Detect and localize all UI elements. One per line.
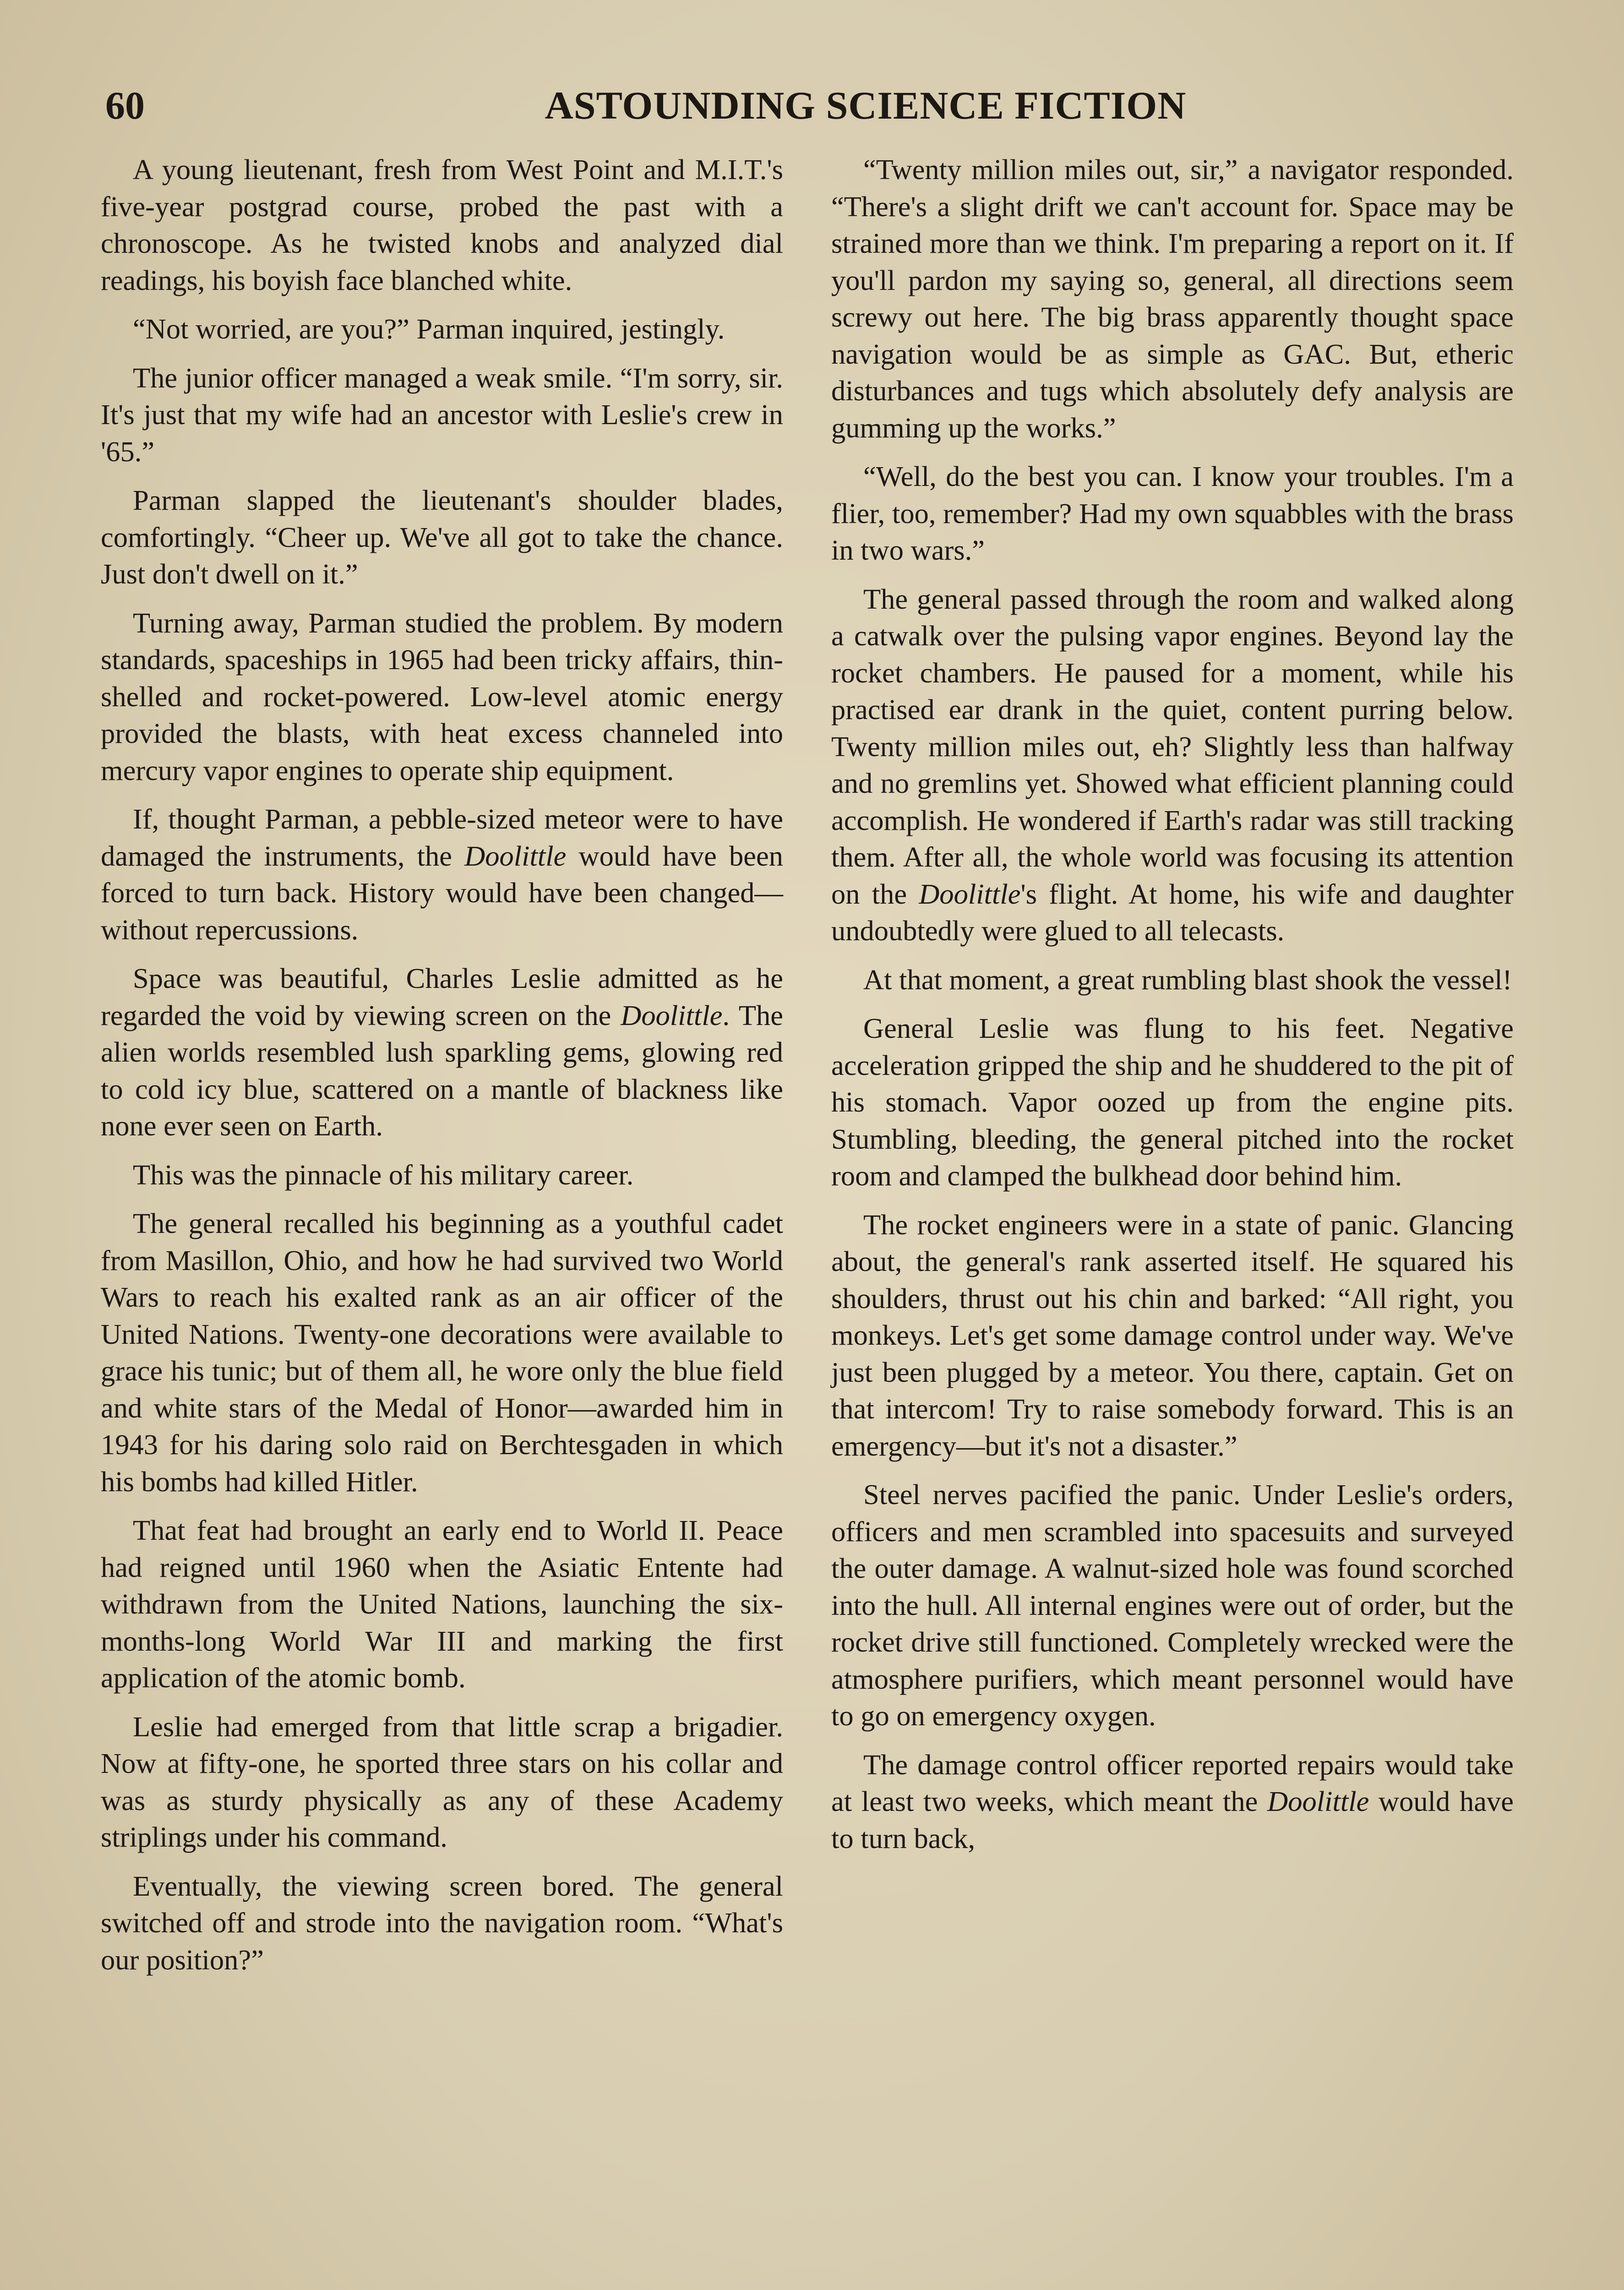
paragraph: Eventually, the viewing screen bored. The general switched off and strode into the navigation room. “What's our position?” bbox=[101, 1870, 783, 1976]
paragraph: “Twenty million miles out, sir,” a navigator responded. “There's a slight drift we can't account for. Space may be strained more than we think. I'm preparing a report on it. If you'll pardon my saying so, general, all directions seem screwy out here. The big brass apparently thought space navigation would be as simple as GAC. But, etheric disturbances and tugs which absolutely defy analysis are gumming up the works.” bbox=[831, 153, 1514, 444]
paragraph: Parman slapped the lieutenant's shoulder blades, comfortingly. “Cheer up. We've all got to take the chance. Just don't dwell on it.” bbox=[101, 484, 783, 590]
ship-name: Doolittle bbox=[621, 999, 723, 1031]
left-column bbox=[101, 151, 783, 1990]
paragraph: This was the pinnacle of his military career. bbox=[133, 1158, 634, 1191]
paragraph: A young lieutenant, fresh from West Point and M.I.T.'s five-year postgrad course, probed the past with a chronoscope. As he twisted knobs and analyzed dial readings, his boyish face blanched white. bbox=[101, 153, 783, 296]
paragraph: “Well, do the best you can. I know your troubles. I'm a flier, too, remember? Had my own squabbles with the brass in two wars.” bbox=[831, 460, 1514, 566]
ship-name: Doolittle bbox=[464, 840, 567, 872]
ship-name: Doolittle bbox=[919, 878, 1021, 910]
right-column bbox=[831, 151, 1514, 1869]
paragraph: The rocket engineers were in a state of panic. Glancing about, the general's rank asserted itself. He squared his shoulders, thrust out his chin and barked: “All right, you monkeys. Let's get some damage control under way. We've just been plugged by a meteor. You there, captain. Get on that intercom! Try to raise somebody forward. This is an emergency—but it's not a disaster.” bbox=[831, 1208, 1514, 1462]
paragraph: If, thought Parman, a pebble-sized meteor were to have damaged the instruments, the Doolittle would have been forced to turn back. History would have been changed—without repercussions. bbox=[101, 803, 783, 946]
paragraph: The junior officer managed a weak smile. “I'm sorry, sir. It's just that my wife had an ancestor with Leslie's crew in '65.” bbox=[101, 361, 783, 468]
paragraph: Leslie had emerged from that little scrap a brigadier. Now at fifty-one, he sported three stars on his collar and was as sturdy physically as any of these Academy striplings under his command. bbox=[101, 1710, 783, 1853]
page-header bbox=[105, 78, 1534, 133]
paragraph: Turning away, Parman studied the problem. By modern standards, spaceships in 1965 had been tricky affairs, thin-shelled and rocket-powered. Low-level atomic energy provided the blasts, with heat excess channeled into mercury vapor engines to operate ship equipment. bbox=[101, 606, 783, 786]
page-number: 60 bbox=[105, 83, 145, 127]
paragraph: The general passed through the room and walked along a catwalk over the pulsing vapor engines. Beyond lay the rocket chambers. He paused for a moment, while his practised ear drank in the quiet, content purring below. Twenty million miles out, eh? Slightly less than halfway and no gremlins yet. Showed what efficient planning could accomplish. He wondered if Earth's radar was still tracking them. After all, the whole world was focusing its attention on the Doolittle's flight. At home, his wife and daughter undoubtedly were glued to all telecasts. bbox=[831, 583, 1514, 947]
running-title: ASTOUNDING SCIENCE FICTION bbox=[545, 83, 1187, 127]
paragraph: General Leslie was flung to his feet. Negative acceleration gripped the ship and he shuddered to the pit of his stomach. Vapor oozed up from the engine pits. Stumbling, bleeding, the general pitched into the rocket room and clamped the bulkhead door behind him. bbox=[831, 1012, 1514, 1192]
paragraph: “Not worried, are you?” Parman inquired, jestingly. bbox=[133, 313, 725, 345]
paragraph: At that moment, a great rumbling blast shook the vessel! bbox=[863, 963, 1512, 996]
paragraph: The general recalled his beginning as a youthful cadet from Masillon, Ohio, and how he had survived two World Wars to reach his exalted rank as an air officer of the United Nations. Twenty-one decorations were available to grace his tunic; but of them all, he wore only the blue field and white stars of the Medal of Honor—awarded him in 1943 for his daring solo raid on Berchtesgaden in which his bombs had killed Hitler. bbox=[101, 1207, 783, 1498]
paragraph: Steel nerves pacified the panic. Under Leslie's orders, officers and men scrambled into spacesuits and surveyed the outer damage. A walnut-sized hole was found scorched into the hull. All internal engines were out of order, but the rocket drive still functioned. Completely wrecked were the atmosphere purifiers, which meant personnel would have to go on emergency oxygen. bbox=[831, 1478, 1514, 1732]
paragraph: The damage control officer reported repairs would take at least two weeks, which meant the Doolittle would have to turn back, bbox=[831, 1748, 1514, 1854]
paragraph: That feat had brought an early end to World II. Peace had reigned until 1960 when the Asiatic Entente had withdrawn from the United Nations, launching the six-months-long World War III and marking the first application of the atomic bomb. bbox=[101, 1514, 783, 1694]
ship-name: Doolittle bbox=[1267, 1785, 1369, 1817]
paragraph: Space was beautiful, Charles Leslie admitted as he regarded the void by viewing screen on the Doolittle. The alien worlds resembled lush sparkling gems, glowing red to cold icy blue, scattered on a mantle of blackness like none ever seen on Earth. bbox=[101, 962, 783, 1142]
